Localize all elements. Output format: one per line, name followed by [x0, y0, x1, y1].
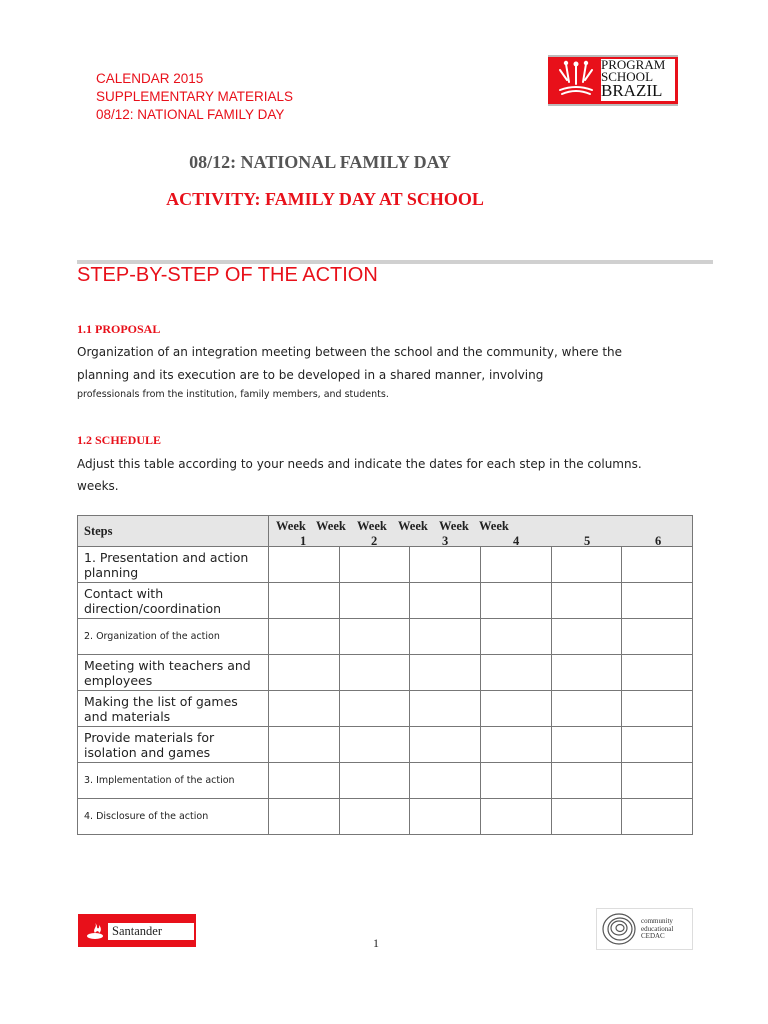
week-label-3: Week: [357, 519, 387, 533]
week-cell: [480, 619, 551, 655]
week-cell: [339, 583, 410, 619]
table-row: [78, 763, 693, 799]
week-cell: [269, 655, 340, 691]
week-number-3: 3: [442, 534, 449, 548]
week-cell: [410, 799, 481, 835]
header-line-materials: SUPPLEMENTARY MATERIALS: [96, 89, 294, 104]
schedule-table: [77, 515, 693, 835]
proposal-line-1: Organization of an integration meeting between the school and the community, where the: [77, 345, 623, 359]
proposal-heading: 1.1 PROPOSAL: [77, 322, 161, 336]
week-number-5: 5: [584, 534, 591, 548]
week-cell: [480, 727, 551, 763]
program-logo-line2: SCHOOL: [601, 69, 654, 84]
week-label-4: Week: [398, 519, 428, 533]
step-label: 2. Organization of the action: [78, 619, 269, 655]
week-cell: [339, 727, 410, 763]
week-cell: [269, 619, 340, 655]
document-header: [96, 70, 293, 124]
week-cell: [410, 655, 481, 691]
week-cell: [339, 619, 410, 655]
cedac-line-2: educational: [641, 924, 674, 933]
week-cell: [622, 799, 693, 835]
table-row: [78, 583, 693, 619]
program-logo-text: [601, 59, 675, 101]
page-number: 1: [373, 936, 379, 950]
step-label: Provide materials for isolation and games: [78, 727, 269, 763]
week-cell: [410, 691, 481, 727]
proposal-line-3: professionals from the institution, family members, and students.: [77, 389, 389, 400]
week-cell: [480, 547, 551, 583]
santander-flame-icon: [86, 922, 104, 940]
page-title: 08/12: NATIONAL FAMILY DAY: [189, 152, 451, 172]
week-number-2: 2: [371, 534, 378, 548]
step-label: 1. Presentation and action planning: [78, 547, 269, 583]
week-cell: [622, 619, 693, 655]
week-cell: [480, 763, 551, 799]
cedac-spiral-icon: [600, 911, 638, 947]
table-row: [78, 655, 693, 691]
santander-logo-text: Santander: [108, 923, 194, 940]
week-cell: [339, 763, 410, 799]
schedule-line-2: weeks.: [77, 479, 119, 493]
week-cell: [410, 727, 481, 763]
table-header-row: [78, 516, 693, 547]
cedac-line-3: CEDAC: [641, 932, 665, 940]
week-cell: [269, 763, 340, 799]
week-cell: [480, 583, 551, 619]
week-number-4: 4: [513, 534, 520, 548]
step-label: 4. Disclosure of the action: [78, 799, 269, 835]
program-school-brazil-logo: [548, 55, 678, 106]
week-cell: [339, 799, 410, 835]
weeks-header-cell: [269, 516, 693, 547]
week-cell: [622, 547, 693, 583]
week-cell: [410, 547, 481, 583]
week-cell: [551, 655, 622, 691]
week-cell: [551, 763, 622, 799]
week-cell: [269, 547, 340, 583]
week-cell: [551, 691, 622, 727]
cedac-line-1: community: [641, 917, 673, 925]
steps-header: Steps: [84, 523, 113, 538]
week-cell: [339, 655, 410, 691]
step-label: 3. Implementation of the action: [78, 763, 269, 799]
week-cell: [622, 763, 693, 799]
week-cell: [551, 727, 622, 763]
steps-header-cell: [78, 516, 269, 547]
week-label-2: Week: [316, 519, 346, 533]
week-cell: [269, 691, 340, 727]
week-cell: [480, 655, 551, 691]
week-cell: [480, 799, 551, 835]
table-row: [78, 691, 693, 727]
table-row: [78, 727, 693, 763]
header-line-date: 08/12: NATIONAL FAMILY DAY: [96, 107, 285, 122]
activity-title: ACTIVITY: FAMILY DAY AT SCHOOL: [166, 189, 484, 209]
children-book-icon: [554, 60, 598, 100]
week-cell: [622, 655, 693, 691]
week-cell: [551, 619, 622, 655]
cedac-logo-text: [641, 918, 673, 941]
week-cell: [269, 799, 340, 835]
schedule-heading: 1.2 SCHEDULE: [77, 433, 162, 447]
week-cell: [410, 763, 481, 799]
week-cell: [480, 691, 551, 727]
week-cell: [551, 799, 622, 835]
cedac-logo: [596, 908, 693, 950]
step-label: Meeting with teachers and employees: [78, 655, 269, 691]
section-title: STEP-BY-STEP OF THE ACTION: [77, 264, 378, 286]
step-label: Contact with direction/coordination: [78, 583, 269, 619]
week-label-6: Week: [479, 519, 509, 533]
week-label-1: Week: [276, 519, 306, 533]
week-cell: [622, 691, 693, 727]
header-line-calendar: CALENDAR 2015: [96, 71, 204, 86]
table-row: [78, 799, 693, 835]
week-cell: [622, 583, 693, 619]
week-cell: [269, 583, 340, 619]
week-cell: [339, 547, 410, 583]
week-cell: [410, 619, 481, 655]
week-cell: [551, 583, 622, 619]
schedule-line-1: Adjust this table according to your needs and indicate the dates for each step in the columns.: [77, 457, 642, 471]
step-label: Making the list of games and materials: [78, 691, 269, 727]
program-logo-line3: BRAZIL: [601, 81, 663, 100]
table-row: [78, 547, 693, 583]
week-cell: [410, 583, 481, 619]
proposal-line-2: planning and its execution are to be developed in a shared manner, involving: [77, 368, 544, 382]
week-cell: [622, 727, 693, 763]
week-label-5: Week: [439, 519, 469, 533]
week-number-1: 1: [300, 534, 307, 548]
program-logo-line1: PROGRAM: [601, 59, 666, 72]
week-number-6: 6: [655, 534, 662, 548]
santander-logo: [78, 914, 196, 947]
week-cell: [551, 547, 622, 583]
week-cell: [269, 727, 340, 763]
table-row: [78, 619, 693, 655]
week-cell: [339, 691, 410, 727]
